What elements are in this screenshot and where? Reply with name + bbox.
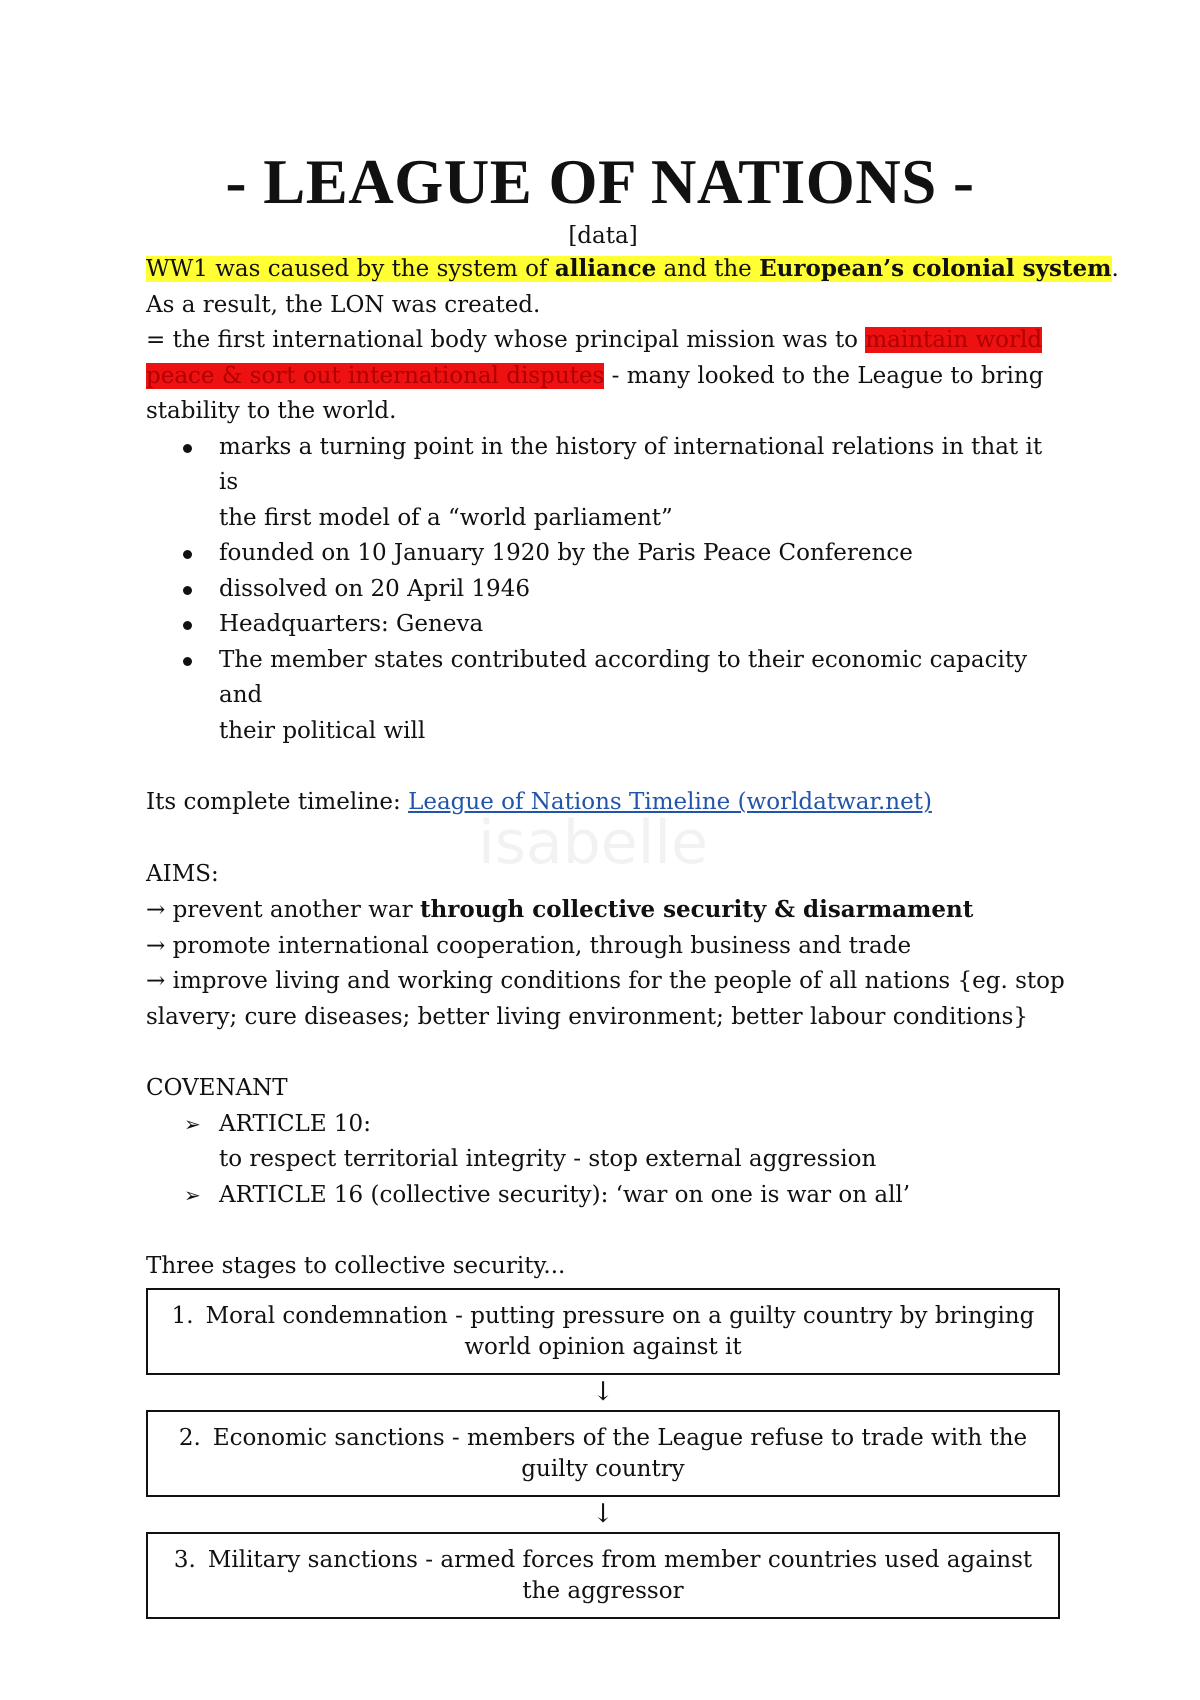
list-item: The member states contributed according to their economic capacity and their political will bbox=[146, 643, 1060, 750]
stage-number: 3. bbox=[173, 1546, 196, 1573]
list-item: dissolved on 20 April 1946 bbox=[146, 572, 1060, 608]
stages-flow bbox=[146, 1288, 1060, 1619]
aim-item: → prevent another war through collective security & disarmament bbox=[146, 896, 974, 923]
list-item: ➢ ARTICLE 16 (collective security): ‘war on one is war on all’ bbox=[146, 1178, 1060, 1214]
arrowhead-bullet-icon: ➢ bbox=[184, 1182, 201, 1207]
watermark: isabelle bbox=[478, 808, 708, 878]
list-item: marks a turning point in the history of international relations in that it is the first model of a “world parliament” bbox=[146, 430, 1060, 537]
bullet-icon bbox=[183, 621, 192, 630]
bullet-icon bbox=[183, 444, 192, 453]
stages-heading: Three stages to collective security... bbox=[146, 1253, 566, 1279]
aims-heading: AIMS: bbox=[146, 860, 219, 887]
bullet-icon bbox=[183, 550, 192, 559]
intro-line-1: WW1 was caused by the system of alliance and the European’s colonial system. bbox=[146, 255, 1119, 282]
timeline-link[interactable]: League of Nations Timeline (worldatwar.net) bbox=[408, 789, 932, 815]
covenant-list bbox=[146, 1107, 1060, 1214]
covenant-heading: COVENANT bbox=[146, 1075, 288, 1101]
intro-paragraph bbox=[146, 251, 1119, 430]
facts-list bbox=[146, 430, 1060, 750]
stage-box: 1. Moral condemnation - putting pressure on a guilty country by bringing world opinion against it bbox=[146, 1288, 1060, 1375]
highlight-yellow: WW1 was caused by the system of alliance and the European’s colonial system bbox=[146, 255, 1112, 282]
covenant-section bbox=[146, 1071, 1060, 1213]
aim-item-continued: slavery; cure diseases; better living environment; better labour conditions} bbox=[146, 1003, 1029, 1030]
aim-item: → promote international cooperation, through business and trade bbox=[146, 932, 912, 959]
bold-alliance: alliance bbox=[554, 255, 657, 282]
document-body bbox=[146, 223, 1119, 1619]
stage-box: 3. Military sanctions - armed forces from member countries used against the aggressor bbox=[146, 1532, 1060, 1619]
highlight-red: peace & sort out international disputes bbox=[146, 362, 605, 389]
stage-number: 2. bbox=[178, 1424, 201, 1451]
intro-line-3: = the first international body whose principal mission was to maintain world bbox=[146, 327, 1043, 353]
aim-item: → improve living and working conditions for the people of all nations {eg. stop bbox=[146, 968, 1065, 994]
intro-line-5: stability to the world. bbox=[146, 398, 397, 424]
stage-box: 2. Economic sanctions - members of the League refuse to trade with the guilty country bbox=[146, 1410, 1060, 1497]
timeline-line: Its complete timeline: League of Nations Timeline (worldatwar.net) bbox=[146, 789, 932, 815]
list-item: founded on 10 January 1920 by the Paris Peace Conference bbox=[146, 536, 1060, 572]
bullet-icon bbox=[183, 586, 192, 595]
list-item: ➢ ARTICLE 10: to respect territorial integrity - stop external aggression bbox=[146, 1107, 1060, 1178]
down-arrow-icon: ↓ bbox=[592, 1376, 614, 1407]
intro-line-4: peace & sort out international disputes - many looked to the League to bring bbox=[146, 362, 1044, 389]
down-arrow-icon: ↓ bbox=[592, 1498, 614, 1529]
stage-number: 1. bbox=[171, 1302, 194, 1329]
arrowhead-bullet-icon: ➢ bbox=[184, 1111, 201, 1136]
intro-line-2: As a result, the LON was created. bbox=[146, 291, 541, 318]
aims-section bbox=[146, 857, 1065, 1036]
highlight-red: maintain world bbox=[865, 327, 1043, 353]
page-title: - LEAGUE OF NATIONS - bbox=[225, 147, 975, 217]
bullet-icon bbox=[183, 657, 192, 666]
list-item: Headquarters: Geneva bbox=[146, 607, 1060, 643]
bold-colonial-system: European’s colonial system bbox=[759, 255, 1112, 282]
source-tag: [data] bbox=[568, 223, 638, 249]
